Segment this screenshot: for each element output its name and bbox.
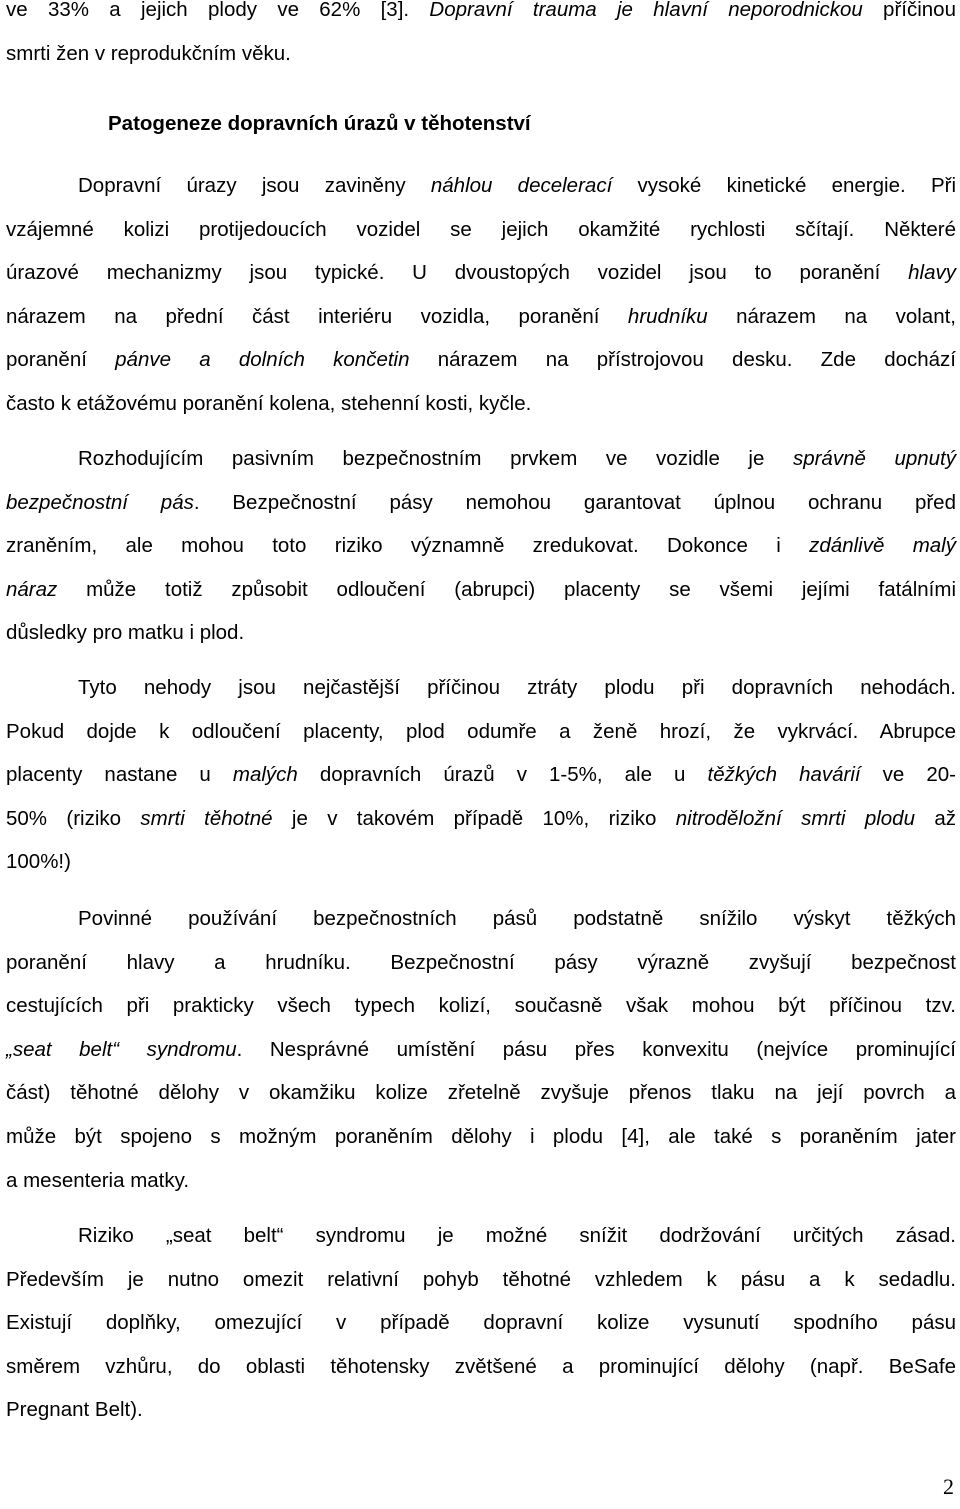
text-line: Pokud dojde k odloučení placenty, plod odumře a ženě hrozí, že vykrvácí. Abrupce: [6, 719, 956, 743]
text-line: „seat belt“ syndromu. Nesprávné umístění pásu přes konvexitu (nejvíce prominující: [6, 1037, 957, 1061]
text-line: 100%!): [6, 850, 71, 874]
text-line: placenty nastane u malých dopravních úrazů v 1-5%, ale u těžkých havárií ve 20-: [6, 763, 957, 787]
text-line: může být spojeno s možným poraněním dělohy i plodu [4], ale také s poraněním jater: [6, 1124, 956, 1148]
paragraph-abruption: [6, 666, 956, 884]
text-line: Především je nutno omezit relativní pohyb těhotné vzhledem k pásu a k sedadlu.: [6, 1267, 956, 1291]
paragraph-belt-syndrome: [6, 897, 956, 1202]
text-line: náraz může totiž způsobit odloučení (abrupci) placenty se všemi jejími fatálními: [6, 577, 956, 601]
text-line: důsledky pro matku i plod.: [6, 621, 245, 645]
text-line: úrazové mechanizmy jsou typické. U dvoustopých vozidel jsou to poranění hlavy: [6, 261, 956, 285]
text-line: a mesenteria matky.: [6, 1168, 190, 1192]
text-line: Pregnant Belt).: [6, 1398, 143, 1422]
text-line: Rozhodujícím pasivním bezpečnostním prvkem ve vozidle je správně upnutý: [78, 447, 956, 470]
paragraph-seatbelt: [6, 437, 956, 655]
text-line: Existují doplňky, omezující v případě dopravní kolize vysunutí spodního pásu: [6, 1311, 956, 1335]
text-line: ve 33% a jejich plody ve 62% [3]. Dopravní trauma je hlavní neporodnickou příčinou: [6, 0, 956, 21]
text-line: poranění pánve a dolních končetin nárazem na přístrojovou desku. Zde dochází: [6, 348, 956, 372]
text-line: cestujících při prakticky všech typech kolizí, současně však mohou být příčinou tzv.: [6, 994, 956, 1018]
text-line: 50% (riziko smrti těhotné je v takovém případě 10%, riziko nitroděložní smrti plodu až: [6, 806, 956, 830]
text-line: Riziko „seat belt“ syndromu je možné snížit dodržování určitých zásad.: [78, 1224, 956, 1247]
text-line: často k etážovému poranění kolena, stehenní kosti, kyčle.: [6, 391, 532, 415]
text-line: bezpečnostní pás. Bezpečnostní pásy nemohou garantovat úplnou ochranu před: [6, 490, 956, 514]
section-heading: Patogeneze dopravních úrazů v těhotenství: [108, 112, 531, 135]
text-line: nárazem na přední část interiéru vozidla, poranění hrudníku nárazem na volant,: [6, 304, 957, 328]
paragraph-risk-reduction: [6, 1214, 956, 1432]
text-line: zraněním, ale mohou toto riziko významně zredukovat. Dokonce i zdánlivě malý: [6, 534, 956, 558]
text-line: Dopravní úrazy jsou zaviněny náhlou decelerací vysoké kinetické energie. Při: [78, 174, 956, 197]
text-line: směrem vzhůru, do oblasti těhotensky zvětšené a prominující dělohy (např. BeSafe: [6, 1354, 956, 1378]
text-line: smrti žen v reprodukčním věku.: [6, 41, 291, 65]
text-line: poranění hlavy a hrudníku. Bezpečnostní pásy výrazně zvyšují bezpečnost: [6, 950, 956, 974]
text-line: část) těhotné dělohy v okamžiku kolize zřetelně zvyšuje přenos tlaku na její povrch a: [6, 1081, 956, 1105]
paragraph-intro: [6, 0, 956, 75]
paragraph-mechanism: [6, 164, 956, 426]
text-line: Povinné používání bezpečnostních pásů podstatně snížilo výskyt těžkých: [78, 907, 956, 930]
page-number: 2: [943, 1474, 954, 1499]
text-line: Tyto nehody jsou nejčastější příčinou ztráty plodu při dopravních nehodách.: [78, 676, 956, 699]
text-line: vzájemné kolizi protijedoucích vozidel se jejich okamžité rychlosti sčítají. Některé: [6, 217, 956, 241]
